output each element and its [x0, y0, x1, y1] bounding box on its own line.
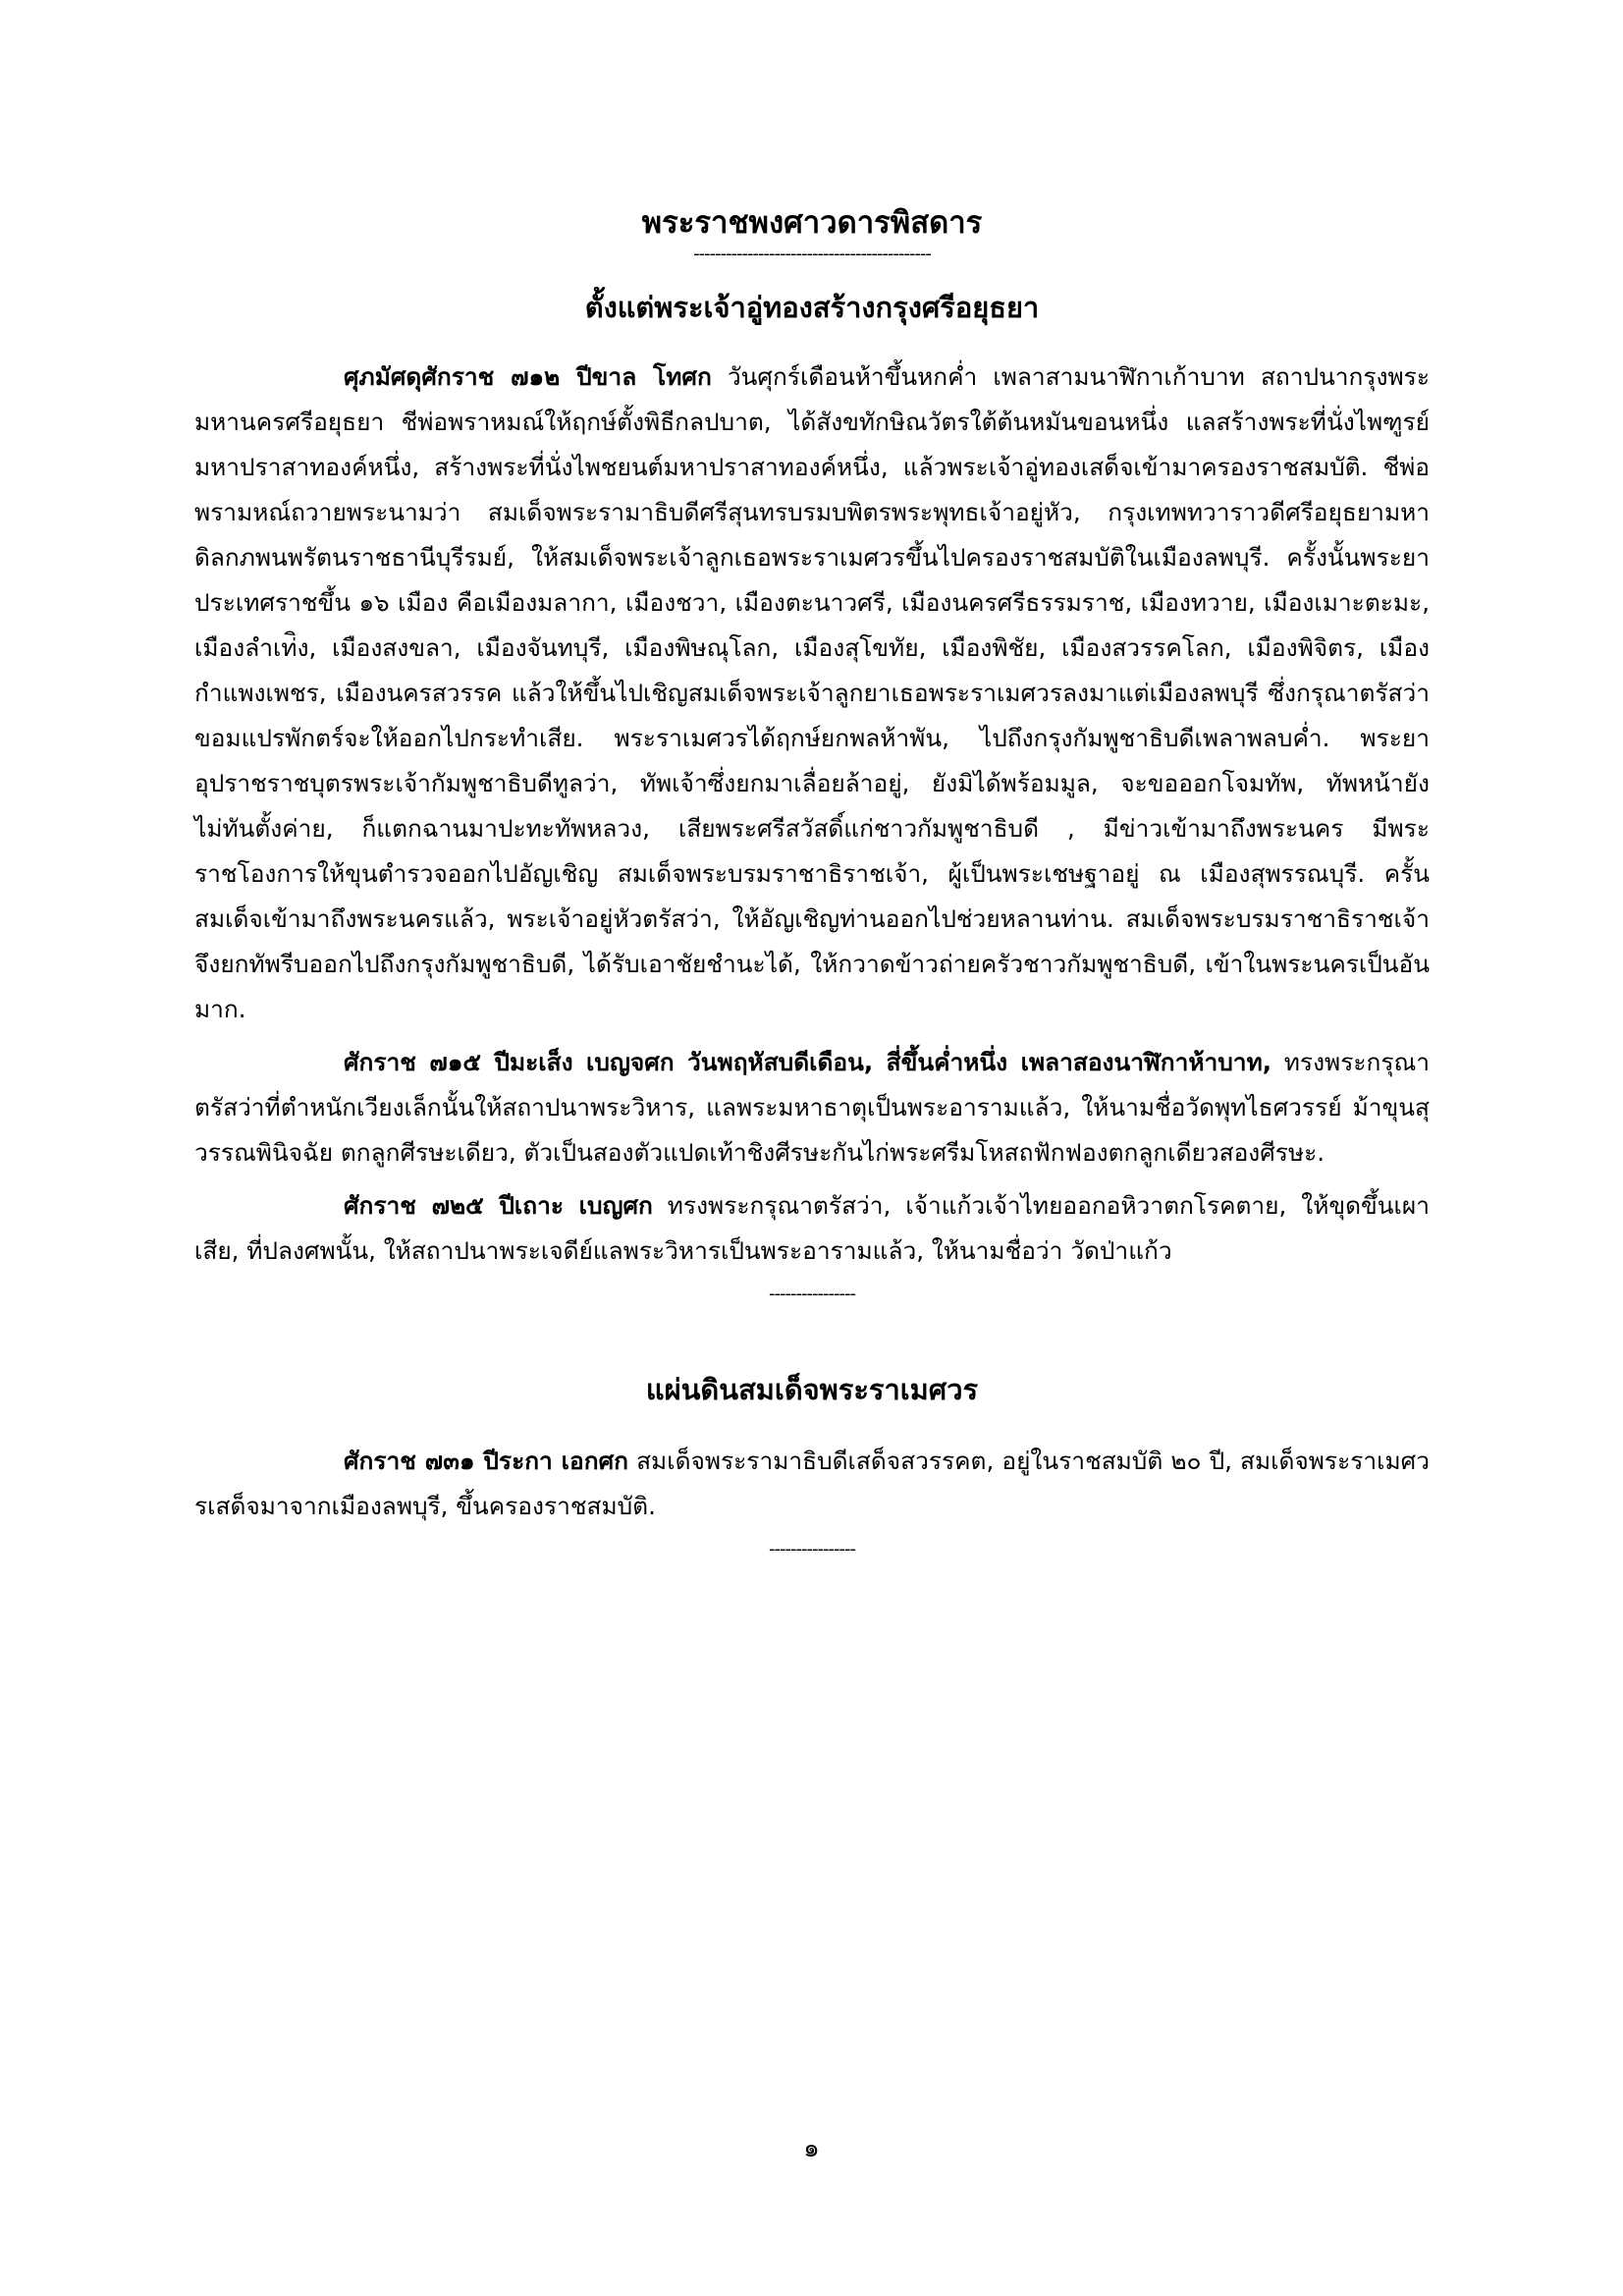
section-2-heading: แผ่นดินสมเด็จพระราเมศวร [645, 1373, 979, 1406]
document-subtitle: ตั้งแต่พระเจ้าอู่ทองสร้างกรุงศรีอยุธยา [584, 291, 1040, 324]
section-1 [194, 355, 1430, 1309]
paragraph-3-date: ศักราช ๗๒๕ ปีเถาะ เบญศก [344, 1191, 653, 1220]
paragraph-2-date: ศักราช ๗๑๕ ปีมะเส็ง เบญจศก วันพฤหัสบดีเดือน, สี่ขึ้นค่ำหนึ่ง เพลาสองนาฬิกาห้าบาท, [344, 1048, 1272, 1076]
paragraph-4-text: สมเด็จพระรามาธิบดีเสด็จสวรรคต, อยู่ในราชสมบัติ ๒๐ ปี, สมเด็จพระราเมศวรเสด็จมาจากเมืองลพบุรี, ขึ้นครองราชสมบัติ. [194, 1447, 1430, 1520]
paragraph-1-text: วันศุกร์เดือนห้าขึ้นหกค่ำ เพลาสามนาฬิกาเก้าบาท สถาปนากรุงพระมหานครศรีอยุธยา ชีพ่อพราหมณ์ให้ฤกษ์ตั้งพิธีกลปบาต, ได้สังขทักษิณวัตรใต้ต้นหมันขอนหนึ่ง แลสร้างพระที่นั่งไพฑูรย์มหาปราสาทองค์หนึ่ง, สร้างพระที่นั่งไพชยนต์มหาปราสาทองค์หนึ่ง, แล้วพระเจ้าอู่ทองเสด็จเข้ามาครองราชสมบัติ. ชีพ่อพรามหณ์ถวายพระนามว่า สมเด็จพระรามาธิบดีศรีสุนทรบรมบพิตรพระพุทธเจ้าอยู่หัว, กรุงเทพทวาราวดีศรีอยุธยามหาดิลกภพนพรัตนราชธานีบุรีรมย์, ให้สมเด็จพระเจ้าลูกเธอพระราเมศวรขึ้นไปครองราชสมบัติในเมืองลพบุรี. ครั้งนั้นพระยาประเทศราชขึ้น ๑๖ เมือง คือเมืองมลากา, เมืองชวา, เมืองตะนาวศรี, เมืองนครศรีธรรมราช, เมืองทวาย, เมืองเมาะตะมะ, เมืองลำเท่ิง, เมืองสงขลา, เมืองจันทบุรี, เมืองพิษณุโลก, เมืองสุโขทัย, เมืองพิชัย, เมืองสวรรคโลก, เมืองพิจิตร, เมืองกำแพงเพชร, เมืองนครสวรรค แล้วให้ขึ้นไปเชิญสมเด็จพระเจ้าลูกยาเธอพระราเมศวรลงมาแต่เมืองลพบุรี ซึ่งกรุณาตรัสว่าขอมแปรพักตร์จะให้ออกไปกระทำเสีย. พระราเมศวรได้ฤกษ์ยกพลห้าพัน, ไปถึงกรุงกัมพูชาธิบดีเพลาพลบค่ำ. พระยาอุปราชราชบุตรพระเจ้ากัมพูชาธิบดีทูลว่า, ทัพเจ้าซึ่งยกมาเลื่อยล้าอยู่, ยังมิได้พร้อมมูล, จะขอออกโจมทัพ, ทัพหน้ายังไม่ทันตั้งค่าย, ก็แตกฉานมาปะทะทัพหลวง, เสียพระศรีสวัสดิ์แก่ชาวกัมพูชาธิบดี , มีข่าวเข้ามาถึงพระนคร มีพระราชโองการให้ขุนตำรวจออกไปอัญเชิญ สมเด็จพระบรมราชาธิราชเจ้า, ผู้เป็นพระเชษฐาอยู่ ณ เมืองสุพรรณบุรี. ครั้นสมเด็จเข้ามาถึงพระนครแล้ว, พระเจ้าอยู่หัวตรัสว่า, ให้อัญเชิญท่านออกไปช่วยหลานท่าน. สมเด็จพระบรมราชาธิราชเจ้า จึงยกทัพรีบออกไปถึงกรุงกัมพูชาธิบดี, ได้รับเอาชัยชำนะได้, ให้กวาดข้าวถ่ายครัวชาวกัมพูชาธิบดี, เข้าในพระนครเป็นอันมาก. [194, 362, 1430, 1023]
section-2 [194, 1368, 1430, 1564]
paragraph-3 [194, 1183, 1430, 1274]
paragraph-4-date: ศักราช ๗๓๑ ปีระกา เอกศก [344, 1447, 628, 1475]
paragraph-1-date: ศุภมัศดุศักราช ๗๑๒ ปีขาล โทศก [344, 362, 712, 391]
paragraph-1 [194, 355, 1430, 1032]
document-title: พระราชพงศาวดารพิสดาร [641, 205, 983, 241]
section-1-separator: ---------------- [769, 1284, 855, 1304]
section-2-separator: ---------------- [769, 1539, 855, 1559]
paragraph-2 [194, 1040, 1430, 1175]
paragraph-2-text: ทรงพระกรุณาตรัสว่าที่ตำหนักเวียงเล็กนั้นให้สถาปนาพระวิหาร, แลพระมหาธาตุเป็นพระอารามแล้ว, ให้นามชื่อวัดพุทไธศวรรย์ ม้าขุนสุวรรณพินิจฉัย ตกลูกศีรษะเดียว, ตัวเป็นสองตัวแปดเท้าชิงศีรษะกันไก่พระศรีมโหสถฟักฟองตกลูกเดียวสองศีรษะ. [194, 1048, 1430, 1167]
page-number: ๑ [803, 2134, 820, 2163]
paragraph-4 [194, 1439, 1430, 1529]
document-page [194, 201, 1430, 1564]
title-divider: -------------------------------------------- [693, 245, 931, 264]
paragraph-3-text: ทรงพระกรุณาตรัสว่า, เจ้าแก้วเจ้าไทยออกอหิวาตกโรคตาย, ให้ขุดขึ้นเผาเสีย, ที่ปลงศพนั้น, ให้สถาปนาพระเจดีย์แลพระวิหารเป็นพระอารามแล้ว, ให้นามชื่อว่า วัดป่าแก้ว [194, 1191, 1430, 1265]
